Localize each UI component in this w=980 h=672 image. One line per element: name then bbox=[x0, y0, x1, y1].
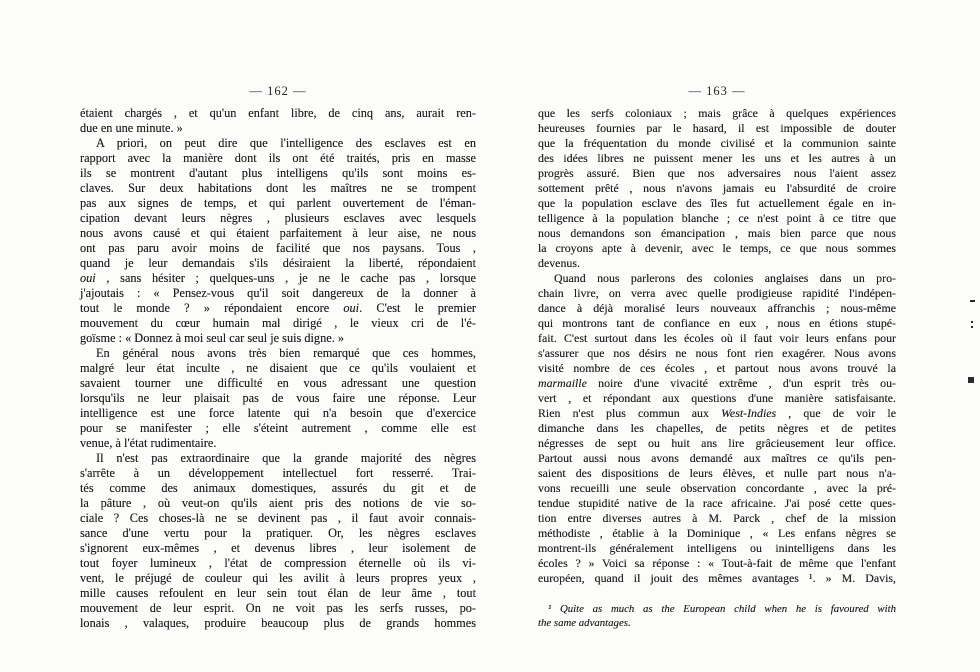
text-line bbox=[80, 106, 476, 121]
footnote bbox=[538, 603, 896, 630]
text-line bbox=[538, 301, 896, 316]
page-body bbox=[538, 106, 896, 586]
text-run: des idées libres ne puissent mener les uns et les autres à un bbox=[538, 151, 896, 165]
text-line bbox=[538, 376, 896, 391]
text-line bbox=[538, 361, 896, 376]
text-line bbox=[538, 286, 896, 301]
text-line bbox=[538, 256, 896, 271]
text-line bbox=[80, 586, 476, 601]
text-line bbox=[80, 256, 476, 271]
text-line bbox=[80, 121, 476, 136]
scan-speck bbox=[971, 321, 973, 323]
text-line bbox=[80, 511, 476, 526]
text-line bbox=[538, 556, 896, 571]
text-line bbox=[80, 421, 476, 436]
text-line bbox=[538, 121, 896, 136]
text-run: s'arrête à un développement intellectuel fort resserré. Trai- bbox=[80, 466, 476, 480]
text-line bbox=[538, 451, 896, 466]
text-run: pour se manifester ; elle s'éteint autrement , comme elle est bbox=[80, 421, 476, 435]
text-run: ciale ? Ces choses-là ne se devinent pas , il faut avoir connais- bbox=[80, 511, 476, 525]
text-run: cipation devant leurs nègres , plusieurs esclaves avec lesquels bbox=[80, 211, 476, 225]
text-line bbox=[538, 196, 896, 211]
footnote-line bbox=[538, 603, 896, 617]
text-run: telligence à la population blanche ; ce n'est point à ce titre que bbox=[538, 211, 896, 225]
text-line bbox=[80, 346, 476, 361]
paragraph bbox=[538, 106, 896, 271]
text-line bbox=[538, 166, 896, 181]
text-line bbox=[538, 511, 896, 526]
text-line bbox=[80, 616, 476, 631]
text-line bbox=[538, 541, 896, 556]
text-line bbox=[538, 316, 896, 331]
page-163 bbox=[538, 84, 896, 630]
text-line bbox=[80, 466, 476, 481]
text-run: vons recueilli une seule observation concordante , avec la pré- bbox=[538, 481, 896, 495]
text-line bbox=[80, 271, 476, 286]
text-run: visité nombre de ces écoles , et partout nous avons trouvé la bbox=[538, 361, 896, 375]
text-line bbox=[80, 556, 476, 571]
paragraph bbox=[80, 451, 476, 631]
text-line bbox=[80, 211, 476, 226]
text-line bbox=[80, 526, 476, 541]
text-run: que la population esclave des îles fut actuellement égale en in- bbox=[538, 196, 896, 210]
text-run: rapport avec la manière dont ils ont été traités, pris en masse bbox=[80, 151, 476, 165]
text-line bbox=[538, 241, 896, 256]
text-run: heureuses fournies par le hasard, il est impossible de douter bbox=[538, 121, 896, 135]
text-run: tout foyer lumineux , l'état de compression éternelle où ils vi- bbox=[80, 556, 476, 570]
text-line bbox=[538, 271, 896, 286]
text-run: européen, quand il jouit des mêmes avantages ¹. » M. Davis, bbox=[538, 571, 896, 585]
text-run: . C'est le premier bbox=[359, 301, 476, 315]
text-line bbox=[80, 496, 476, 511]
text-run: tout le monde ? » répondaient encore bbox=[80, 301, 344, 315]
paragraph bbox=[80, 136, 476, 346]
page-number-header: — 162 — bbox=[249, 84, 307, 98]
text-run: dance à déjà moralisé leurs nouveaux affranchis ; nous-même bbox=[538, 301, 896, 315]
text-run: nous avons causé et qui étaient parfaitement à leur aise, ne nous bbox=[80, 226, 476, 240]
text-run: ils se montrent d'autant plus intelligens qu'ils sont moins es- bbox=[80, 166, 476, 180]
text-line bbox=[538, 406, 896, 421]
text-line bbox=[80, 541, 476, 556]
text-run: En général nous avons très bien remarqué que ces hommes, bbox=[96, 346, 476, 360]
text-line bbox=[538, 226, 896, 241]
text-run: goïsme : « Donnez à moi seul car seul je suis digne. » bbox=[80, 331, 344, 345]
text-line bbox=[538, 496, 896, 511]
text-line bbox=[80, 181, 476, 196]
text-line bbox=[80, 361, 476, 376]
paragraph bbox=[80, 106, 476, 136]
page-162 bbox=[80, 84, 476, 631]
text-run: étaient chargés , et qu'un enfant libre, de cinq ans, aurait ren- bbox=[80, 106, 476, 120]
text-line bbox=[538, 136, 896, 151]
text-line bbox=[80, 436, 476, 451]
text-line bbox=[538, 481, 896, 496]
text-run: mouvement de leur esprit. On ne voit pas les serfs russes, po- bbox=[80, 601, 476, 615]
text-run: malgré leur état inculte , ne disaient que ce qu'ils voulaient et bbox=[80, 361, 476, 375]
text-run: s'assurer que nos désirs ne nous font rien exagérer. Nous avons bbox=[538, 346, 896, 360]
text-run: s'ignorent eux-mêmes , et devenus libres , leur isolement de bbox=[80, 541, 476, 555]
text-run: devenus. bbox=[538, 256, 580, 270]
text-line bbox=[538, 346, 896, 361]
text-run: pas aux signes de temps, et qui parlent ouvertement de l'éman- bbox=[80, 196, 476, 210]
text-line bbox=[538, 106, 896, 121]
text-line bbox=[80, 226, 476, 241]
text-line bbox=[80, 406, 476, 421]
text-run: sottement prêté , nous n'avons jamais eu l'absurdité de croire bbox=[538, 181, 896, 195]
text-run: venue, à l'état rudimentaire. bbox=[80, 436, 217, 450]
italic-text: ¹ Quite as much as the European child when he is favoured with bbox=[548, 603, 896, 615]
text-run: que les serfs coloniaux ; mais grâce à quelques expériences bbox=[538, 106, 896, 120]
italic-text: oui bbox=[80, 271, 96, 285]
text-run: méthodiste , établie à la Dominique , « Les enfans nègres se bbox=[538, 526, 896, 540]
footnote-line bbox=[538, 617, 896, 631]
text-run: négresses de sept ou huit ans lire grâcieusement leur office. bbox=[538, 436, 896, 450]
text-run: A priori, on peut dire que l'intelligence des esclaves est en bbox=[96, 136, 476, 150]
text-run: Il n'est pas extraordinaire que la grande majorité des nègres bbox=[96, 451, 476, 465]
page-body bbox=[80, 106, 476, 631]
text-line bbox=[538, 436, 896, 451]
text-run: quand je leur demandais s'ils désiraient la liberté, répondaient bbox=[80, 256, 476, 270]
text-line bbox=[538, 181, 896, 196]
text-run: lorsqu'ils ne leur plaisait pas de vous faire une réponse. Leur bbox=[80, 391, 476, 405]
text-line bbox=[80, 196, 476, 211]
text-run: , que de voir le bbox=[776, 406, 897, 420]
text-run: la croyons apte à devenir, avec le temps, ce que nous sommes bbox=[538, 241, 896, 255]
text-line bbox=[538, 466, 896, 481]
italic-text: the same advantages. bbox=[538, 616, 631, 629]
text-line bbox=[80, 166, 476, 181]
text-line bbox=[80, 391, 476, 406]
text-run: que la fréquentation du monde civilisé et la communion sainte bbox=[538, 136, 896, 150]
text-line bbox=[538, 526, 896, 541]
text-run: montrent-ils généralement intelligens ou inintelligens dans les bbox=[538, 541, 896, 555]
text-run: sance d'une vertu pour la pratiquer. Or, les nègres esclaves bbox=[80, 526, 476, 540]
text-line bbox=[80, 136, 476, 151]
text-run: noire d'une vivacité extrême , d'un esprit très ou- bbox=[586, 376, 896, 390]
text-run: progrès assuré. Bien que nos adversaires nous l'aient assez bbox=[538, 166, 896, 180]
text-run: fait. C'est surtout dans les écoles où il faut voir leurs enfans pour bbox=[538, 331, 896, 345]
text-run: savaient tourner une difficulté en vous adressant une question bbox=[80, 376, 476, 390]
text-run: tion entre diverses autres à M. Parck , chef de la mission bbox=[538, 511, 896, 525]
text-line bbox=[80, 451, 476, 466]
text-run: mille causes refoulent en leur sein tout élan de leur âme , tout bbox=[80, 586, 476, 600]
scan-speck bbox=[971, 326, 973, 328]
text-run: qui montrons tant de confiance en eux , nous en étions stupé- bbox=[538, 316, 896, 330]
paragraph bbox=[80, 346, 476, 451]
text-run: due en une minute. » bbox=[80, 121, 183, 135]
text-line bbox=[538, 331, 896, 346]
text-line bbox=[80, 241, 476, 256]
text-line bbox=[538, 391, 896, 406]
text-line bbox=[538, 151, 896, 166]
text-run: claves. Sur deux habitations dont les maîtres ne se trompent bbox=[80, 181, 476, 195]
italic-text: West-Indies bbox=[721, 406, 777, 420]
text-run: , sans hésiter ; quelques-uns , je ne le cache pas , lorsque bbox=[95, 271, 476, 285]
text-run: j'ajoutais : « Pensez-vous qu'il soit dangereux de la donner à bbox=[80, 286, 476, 300]
text-run: mouvement du cœur humain mal dirigé , le vieux cri de l'é- bbox=[80, 316, 476, 330]
text-line bbox=[538, 211, 896, 226]
text-run: Partout aussi nous avons demandé aux maîtres ce qu'ils pen- bbox=[538, 451, 896, 465]
text-run: saient des dispositions de leurs élèves, et nulle part nous n'a- bbox=[538, 466, 896, 480]
text-run: Rien n'est plus commun aux bbox=[538, 406, 722, 420]
text-line bbox=[538, 421, 896, 436]
text-line bbox=[80, 301, 476, 316]
text-line bbox=[80, 481, 476, 496]
text-run: la pâture , où veut-on qu'ils aient pris des notions de vie so- bbox=[80, 496, 476, 510]
text-run: vent, le préjugé de couleur qui les avilit à leurs propres yeux , bbox=[80, 571, 476, 585]
text-line bbox=[80, 601, 476, 616]
text-line bbox=[80, 286, 476, 301]
paragraph bbox=[538, 271, 896, 586]
text-run: Quand nous parlerons des colonies anglaises dans un pro- bbox=[554, 271, 896, 285]
text-line bbox=[80, 316, 476, 331]
text-run: ont pas paru avoir moins de facilité que nos paysans. Tous , bbox=[80, 241, 476, 255]
text-line bbox=[80, 331, 476, 346]
text-run: lonais , valaques, produire beaucoup plus de grands hommes bbox=[80, 616, 476, 630]
text-run: tendue stupidité native de la race africaine. J'ai posé cette ques- bbox=[538, 496, 896, 510]
text-run: nous demandons son émancipation , mais bien parce que nous bbox=[538, 226, 896, 240]
page-number-header: — 163 — bbox=[688, 84, 746, 98]
italic-text: oui bbox=[343, 301, 360, 315]
text-line bbox=[538, 571, 896, 586]
text-run: vert , et répondant aux questions d'une manière satisfaisante. bbox=[538, 391, 896, 405]
text-run: chain livre, on verra avec quelle prodigieuse rapidité l'indépen- bbox=[538, 286, 896, 300]
text-run: tés comme des animaux domestiques, assurés du git et de bbox=[80, 481, 476, 495]
scan-speck bbox=[970, 300, 975, 302]
text-run: intelligence est une force latente qui n'a besoin que d'exercice bbox=[80, 406, 476, 420]
text-line bbox=[80, 151, 476, 166]
text-run: dimanche dans les chapelles, de petits nègres et de petites bbox=[538, 421, 896, 435]
text-line bbox=[80, 376, 476, 391]
text-line bbox=[80, 571, 476, 586]
italic-text: marmaille bbox=[538, 376, 587, 390]
text-run: écoles ? » Voici sa réponse : « Tout-à-fait de même que l'enfant bbox=[538, 556, 896, 570]
scan-speck bbox=[968, 377, 974, 383]
